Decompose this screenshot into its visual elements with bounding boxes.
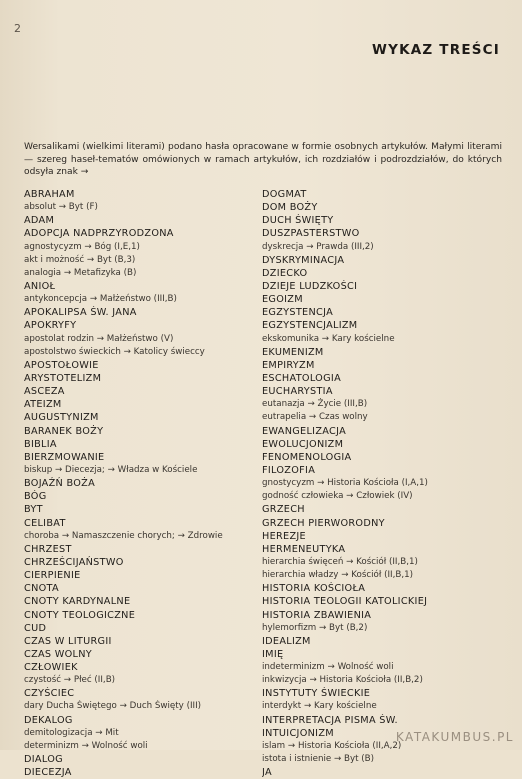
index-entry: GRZECH PIERWORODNY [262,517,385,529]
index-cross-reference: absolut → Byt (F) [24,202,98,213]
index-entry: HISTORIA TEOLOGII KATOLICKIEJ [262,596,428,608]
index-entry: DOGMAT [262,189,307,200]
index-entry: DOM BOŻY [262,202,318,214]
index-entry: FILOZOFIA [262,464,316,476]
index-entry: ADAM [24,215,55,227]
intro-paragraph: Wersalikami (wielkimi literami) podano hasła opracowane w formie osobnych artykułów. Małymi literami — szereg haseł-tematów omówionych w ramach artykułów, ich rozdziałów i podrozdziałów, do których odsyła znak → [24,142,502,178]
index-cross-reference: determinizm → Wolność woli [24,740,148,751]
index-entry: ABRAHAM [24,189,75,200]
index-entry: DYSKRYMINACJA [262,254,345,266]
page-number: 2 [14,22,21,35]
index-cross-reference: apostolat rodzin → Małżeństwo (V) [24,333,174,344]
index-cross-reference: hierarchia święceń → Kościół (II,B,1) [262,556,418,567]
index-entry: BIBLIA [24,438,57,450]
index-cross-reference: islam → Historia Kościoła (II,A,2) [262,740,402,751]
index-entry: IMIĘ [262,648,284,660]
index-entry: HERMENEUTYKA [262,543,346,555]
index-cross-reference: czystość → Płeć (II,B) [24,675,116,686]
watermark-text: KATAKUMBUS.PL [395,730,514,744]
index-column-right [262,188,502,779]
index-cross-reference: godność człowieka → Człowiek (IV) [262,491,413,502]
index-entry: APOKALIPSA ŚW. JANA [24,307,137,319]
index-entry: CNOTY KARDYNALNE [24,596,131,608]
index-cross-reference: gnostycyzm → Historia Kościoła (I,A,1) [262,478,428,489]
index-entry: EMPIRYZM [262,359,315,371]
index-cross-reference: demitologizacja → Mit [24,727,119,738]
index-cross-reference: eutrapelia → Czas wolny [262,412,368,423]
index-entry: HISTORIA KOŚCIOŁA [262,583,366,595]
index-entry: APOSTOŁOWIE [24,359,99,371]
index-entry: CELIBAT [24,517,66,529]
page-title: WYKAZ TREŚCI [372,42,500,58]
index-entry: IDEALIZM [262,635,311,647]
index-entry: CNOTY TEOLOGICZNE [24,609,136,621]
index-cross-reference: akt i możność → Byt (B,3) [24,254,136,265]
index-entry: JA [262,767,272,779]
index-entry: DUCH ŚWIĘTY [262,215,334,227]
index-entry: INSTYTUTY ŚWIECKIE [262,688,371,700]
index-cross-reference: interdykt → Kary kościelne [262,701,377,712]
index-entry: DUSZPASTERSTWO [262,228,360,240]
index-cross-reference: biskup → Diecezja; → Władza w Kościele [24,464,198,475]
index-entry: BIERZMOWANIE [24,451,105,463]
index-cross-reference: choroba → Namaszczenie chorych; → Zdrowie [24,530,223,541]
index-entry: BÓG [24,491,47,503]
index-entry: DZIEJE LUDZKOŚCI [262,280,358,292]
index-entry: EUCHARYSTIA [262,386,333,398]
index-entry: ADOPCJA NADPRZYRODZONA [24,228,174,240]
index-cross-reference: ekskomunika → Kary kościelne [262,333,395,344]
index-cross-reference: indeterminizm → Wolność woli [262,662,394,673]
index-entry: BARANEK BOŻY [24,425,104,437]
index-entry: GRZECH [262,504,305,516]
index-entry: HISTORIA ZBAWIENIA [262,609,372,621]
index-entry: CNOTA [24,583,59,595]
index-entry: CZAS WOLNY [24,648,93,660]
index-cross-reference: antykoncepcja → Małżeństwo (III,B) [24,294,177,305]
index-entry: APOKRYFY [24,320,77,332]
index-entry: CZAS W LITURGII [24,635,112,647]
index-entry: ANIOŁ [24,280,56,292]
index-entry: CZŁOWIEK [24,662,78,674]
index-entry: ATEIZM [24,399,62,411]
index-entry: EGZYSTENCJA [262,307,333,319]
index-entry: EGZYSTENCJALIZM [262,320,358,332]
index-entry: INTUICJONIZM [262,727,334,739]
index-entry: BYT [24,504,43,516]
index-entry: DIECEZJA [24,767,72,779]
index-entry: DZIECKO [262,267,308,279]
index-cross-reference: dary Ducha Świętego → Duch Święty (III) [24,701,202,712]
index-entry: BOJAŹŃ BOŻA [24,478,96,490]
index-entry: AUGUSTYNIZM [24,412,99,424]
index-cross-reference: apostolstwo świeckich → Katolicy świeccy [24,346,205,357]
index-entry: CUD [24,622,47,634]
index-cross-reference: analogia → Metafizyka (B) [24,267,137,278]
index-entry: ESCHATOLOGIA [262,372,342,384]
index-entry: EKUMENIZM [262,346,324,358]
index-cross-reference: dyskrecja → Prawda (III,2) [262,241,374,252]
index-entry: CZYŚCIEC [24,688,75,700]
index-entry: INTERPRETACJA PISMA ŚW. [262,714,398,726]
index-entry: HEREZJE [262,530,306,542]
index-entry: FENOMENOLOGIA [262,451,352,463]
index-entry: EWANGELIZACJA [262,425,346,437]
index-cross-reference: agnostycyzm → Bóg (I,E,1) [24,241,140,252]
index-entry: EGOIZM [262,294,303,306]
index-entry: CHRZEST [24,543,72,555]
index-entry: CIERPIENIE [24,570,81,582]
index-column-left [24,188,249,779]
index-entry: DEKALOG [24,714,73,726]
index-entry: CHRZEŚCIJAŃSTWO [24,556,124,568]
index-cross-reference: hylemorfizm → Byt (B,2) [262,622,368,633]
index-entry: ASCEZA [24,386,65,398]
index-cross-reference: inkwizycja → Historia Kościoła (II,B,2) [262,675,423,686]
index-cross-reference: hierarchia władzy → Kościół (II,B,1) [262,570,413,581]
index-cross-reference: istota i istnienie → Byt (B) [262,754,375,765]
index-entry: DIALOG [24,754,63,766]
index-entry: ARYSTOTELIZM [24,372,102,384]
index-entry: EWOLUCJONIZM [262,438,344,450]
index-cross-reference: eutanazja → Życie (III,B) [262,399,368,410]
